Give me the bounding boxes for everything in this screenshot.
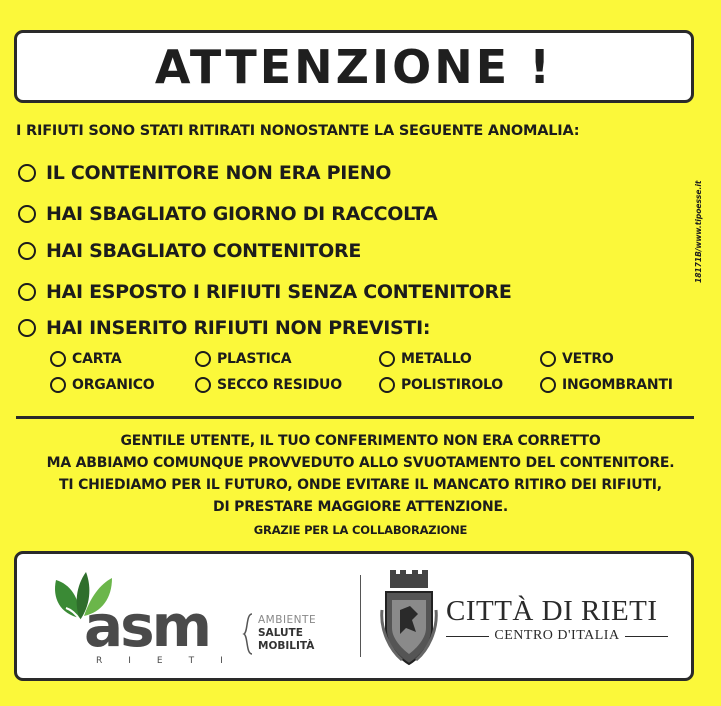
- option-circle-icon[interactable]: [50, 377, 66, 393]
- message-line-3: TI CHIEDIAMO PER IL FUTURO, ONDE EVITARE IL MANCATO RITIRO DEI RIFIUTI,: [59, 477, 662, 493]
- waste-label: INGOMBRANTI: [562, 377, 673, 393]
- option-circle-icon[interactable]: [18, 283, 36, 301]
- option-circle-icon[interactable]: [540, 377, 556, 393]
- city-subtitle: CENTRO D'ITALIA: [494, 628, 620, 643]
- title-box: [14, 30, 694, 103]
- option-circle-icon[interactable]: [50, 351, 66, 367]
- waste-label: METALLO: [401, 351, 472, 367]
- option-label: HAI INSERITO RIFIUTI NON PREVISTI:: [46, 317, 431, 339]
- divider: [16, 416, 694, 419]
- option-label: HAI SBAGLIATO GIORNO DI RACCOLTA: [46, 203, 438, 225]
- option-circle-icon[interactable]: [195, 377, 211, 393]
- waste-option-vetro[interactable]: [540, 351, 614, 367]
- asm-logo-text: asm: [84, 592, 210, 660]
- option-circle-icon[interactable]: [540, 351, 556, 367]
- waste-option-secco-residuo[interactable]: [195, 377, 342, 393]
- message-line-4: DI PRESTARE MAGGIORE ATTENZIONE.: [213, 499, 508, 515]
- option-circle-icon[interactable]: [379, 377, 395, 393]
- waste-option-organico[interactable]: [50, 377, 155, 393]
- city-crest-icon: [380, 570, 438, 670]
- waste-option-metallo[interactable]: [379, 351, 472, 367]
- asm-logo-subname: RIETI: [96, 656, 249, 666]
- option-label: HAI ESPOSTO I RIFIUTI SENZA CONTENITORE: [46, 281, 512, 303]
- waste-option-plastica[interactable]: [195, 351, 291, 367]
- option-circle-icon[interactable]: [18, 205, 36, 223]
- option-label: IL CONTENITORE NON ERA PIENO: [46, 162, 392, 184]
- city-subtitle-line-left: [446, 636, 489, 637]
- option-wrong-waste[interactable]: [18, 317, 430, 339]
- waste-label: POLISTIROLO: [401, 377, 503, 393]
- city-subtitle-line-right: [625, 636, 668, 637]
- waste-option-ingombranti[interactable]: [540, 377, 673, 393]
- thanks-text: GRAZIE PER LA COLLABORAZIONE: [253, 523, 468, 537]
- waste-label: SECCO RESIDUO: [217, 377, 342, 393]
- message-line-1: GENTILE UTENTE, IL TUO CONFERIMENTO NON ERA CORRETTO: [120, 433, 601, 449]
- option-circle-icon[interactable]: [18, 242, 36, 260]
- option-no-container[interactable]: [18, 281, 512, 303]
- tagline-salute: SALUTE: [258, 627, 303, 640]
- option-label: HAI SBAGLIATO CONTENITORE: [46, 240, 362, 262]
- print-code: 18171B/www.tipoesse.it: [694, 180, 703, 283]
- waste-label: VETRO: [562, 351, 614, 367]
- option-circle-icon[interactable]: [18, 164, 36, 182]
- option-wrong-day[interactable]: [18, 203, 437, 225]
- option-circle-icon[interactable]: [18, 319, 36, 337]
- option-circle-icon[interactable]: [195, 351, 211, 367]
- message-line-2: MA ABBIAMO COMUNQUE PROVVEDUTO ALLO SVUOTAMENTO DEL CONTENITORE.: [46, 455, 675, 471]
- page-title: ATTENZIONE !: [154, 39, 554, 94]
- waste-label: PLASTICA: [217, 351, 292, 367]
- city-subtitle-row: [446, 628, 668, 644]
- waste-option-carta[interactable]: [50, 351, 122, 367]
- waste-option-polistirolo[interactable]: [379, 377, 503, 393]
- option-circle-icon[interactable]: [379, 351, 395, 367]
- city-name: CITTÀ DI RIETI: [446, 595, 658, 627]
- intro-text: I RIFIUTI SONO STATI RITIRATI NONOSTANTE LA SEGUENTE ANOMALIA:: [16, 123, 580, 139]
- asm-tagline: [258, 614, 316, 653]
- option-wrong-container[interactable]: [18, 240, 361, 262]
- brace-icon: [242, 612, 254, 656]
- waste-label: CARTA: [72, 351, 122, 367]
- option-container-not-full[interactable]: [18, 162, 391, 184]
- logo-separator: [360, 575, 361, 657]
- tagline-ambiente: AMBIENTE: [258, 614, 317, 626]
- waste-label: ORGANICO: [72, 377, 155, 393]
- tagline-mobilita: MOBILITÀ: [258, 640, 315, 653]
